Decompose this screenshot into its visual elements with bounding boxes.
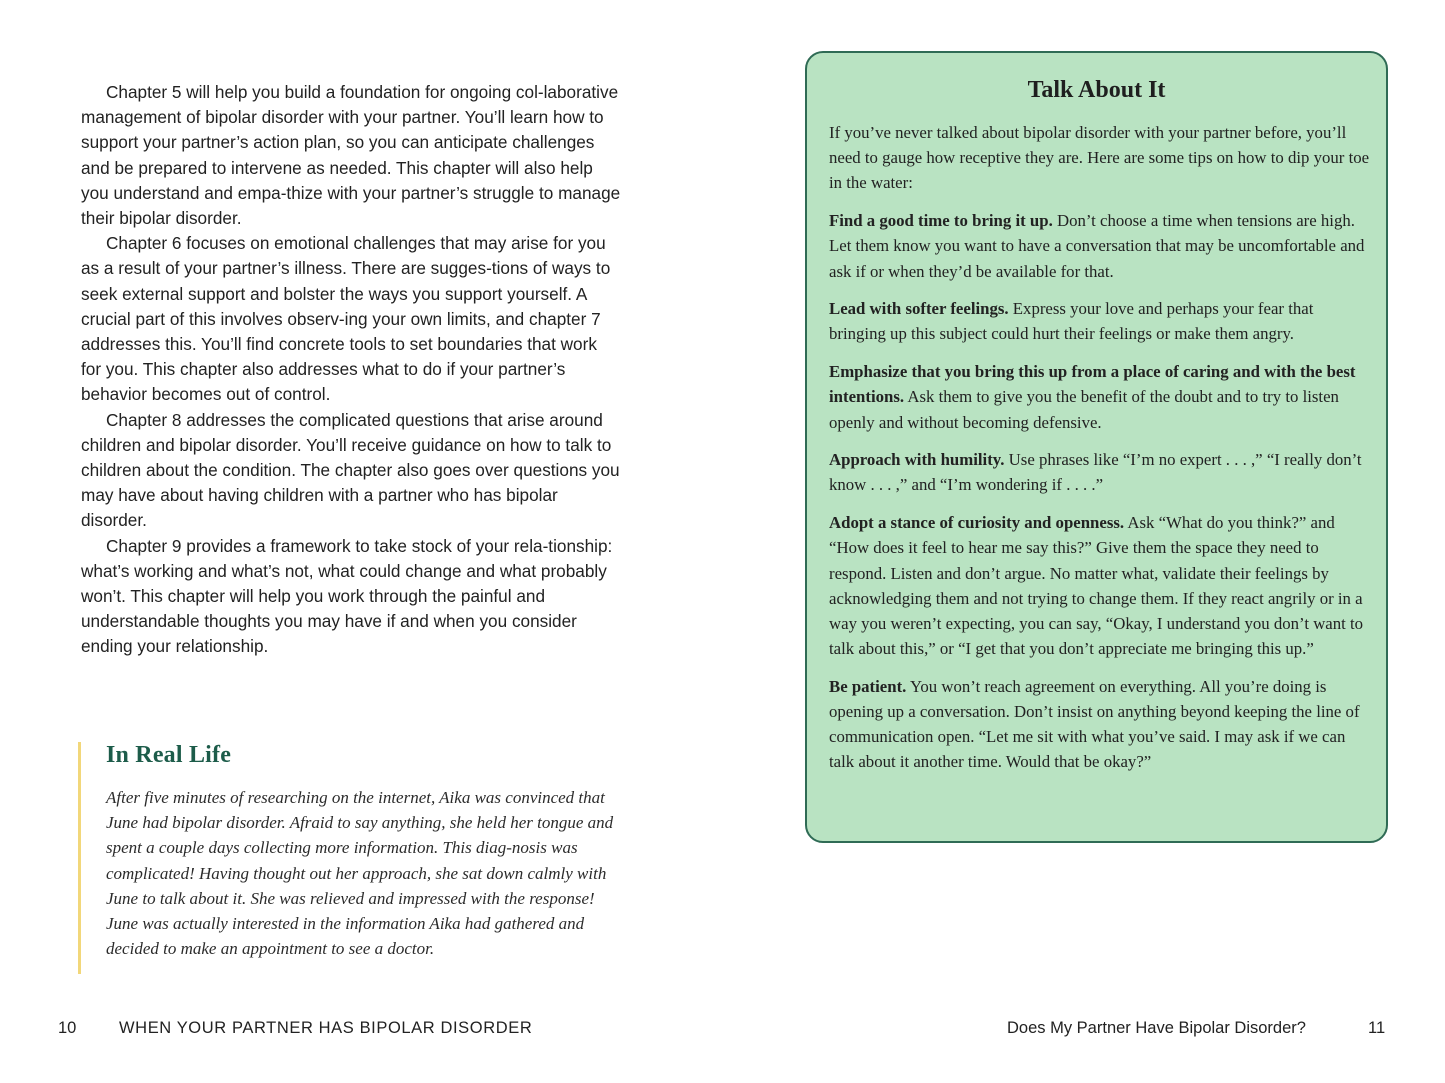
running-head-left: WHEN YOUR PARTNER HAS BIPOLAR DISORDER	[119, 1019, 533, 1037]
page-number-left: 10	[58, 1019, 77, 1037]
tip-lead: Lead with softer feelings.	[829, 299, 1009, 319]
body-paragraph: Chapter 6 focuses on emotional challenges that may arise for you as a result of your partner’s illness. There are sugges-tions of ways to seek external support and bolster the ways you support yourself. A crucial part of this involves observ-ing your own limits, and chapter 7 addresses this. You’ll find concrete tools to set boundaries that work for you. This chapter also addresses what to do if your partner’s behavior becomes out of control.	[81, 233, 611, 405]
tip-lead: Be patient.	[829, 676, 907, 696]
tip-text: Ask “What do you think?” and “How does it feel to hear me say this?” Give them the space they need to respond. Listen and don’t argue. No matter what, validate their feelings by acknowledging them and not trying to change them. If they react angrily or in a way you weren’t expecting, you can say, “Okay, I understand you don’t want to talk about this,” or “I get that you don’t appreciate me bringing this up.”	[829, 513, 1364, 659]
talk-about-it-heading: Talk About It	[1027, 77, 1166, 103]
tip-lead: Adopt a stance of curiosity and openness.	[829, 513, 1125, 533]
body-paragraph: Chapter 5 will help you build a foundation for ongoing col-laborative management of bipolar disorder with your partner. You’ll learn how to support your partner’s action plan, so you can anticipate challenges and be prepared to intervene as needed. This chapter will also help you understand and empa-thize with your partner’s struggle to manage their bipolar disorder.	[81, 82, 621, 229]
tip-item	[829, 296, 1374, 346]
talk-about-it-content	[829, 120, 1374, 787]
tip-text: You won’t reach agreement on everything. All you’re doing is opening up a conversation. Don’t insist on anything beyond keeping the line of communication open. “Let me sit with what you’ve said. I may ask if we can talk about it another time. Would that be okay?”	[829, 676, 1360, 772]
tip-item	[829, 208, 1374, 284]
tip-item	[829, 447, 1374, 497]
tip-item	[829, 510, 1374, 661]
tip-item	[829, 674, 1374, 775]
talk-intro: If you’ve never talked about bipolar disorder with your partner before, you’ll need to gauge how receptive they are. Here are some tips on how to dip your toe in the water:	[829, 123, 1370, 193]
body-paragraph: Chapter 9 provides a framework to take stock of your rela-tionship: what’s working and what’s not, what could change and what probably won’t. This chapter will help you work through the painful and understandable thoughts you may have if and when you consider ending your relationship.	[81, 535, 613, 657]
left-page-body-text	[81, 80, 621, 660]
tip-lead: Emphasize that you bring this up from a place of caring and with the best intentions.	[829, 362, 1356, 407]
running-head-right: Does My Partner Have Bipolar Disorder?	[1007, 1019, 1306, 1037]
page-number-right: 11	[1368, 1019, 1386, 1037]
in-real-life-heading: In Real Life	[106, 742, 232, 768]
tip-text: Don’t choose a time when tensions are high. Let them know you want to have a conversation that may be uncomfortable and ask if or when they’d be available for that.	[829, 211, 1365, 281]
tip-text: Express your love and perhaps your fear that bringing up this subject could hurt their feelings or make them angry.	[829, 299, 1314, 344]
in-real-life-sidebar	[78, 742, 621, 974]
tip-text: Use phrases like “I’m no expert . . . ,” “I really don’t know . . . ,” and “I’m wondering if . . . .”	[829, 450, 1362, 495]
tip-item	[829, 359, 1374, 435]
tip-lead: Find a good time to bring it up.	[829, 211, 1053, 231]
in-real-life-story: After five minutes of researching on the internet, Aika was convinced that June had bipolar disorder. Afraid to say anything, she held her tongue and spent a couple days collecting more information. This diag-nosis was complicated! Having thought out her approach, she sat down calmly with June to talk about it. She was relieved and impressed with the response! June was actually interested in the information Aika had gathered and decided to make an appointment to see a doctor.	[106, 788, 614, 959]
talk-about-it-box	[805, 51, 1388, 843]
tip-text: Ask them to give you the benefit of the doubt and to try to listen openly and without becoming defensive.	[829, 387, 1339, 432]
tip-lead: Approach with humility.	[829, 450, 1005, 470]
body-paragraph: Chapter 8 addresses the complicated questions that arise around children and bipolar disorder. You’ll receive guidance on how to talk to children about the condition. The chapter also goes over questions you may have about having children with a partner who has bipolar disorder.	[81, 409, 620, 531]
